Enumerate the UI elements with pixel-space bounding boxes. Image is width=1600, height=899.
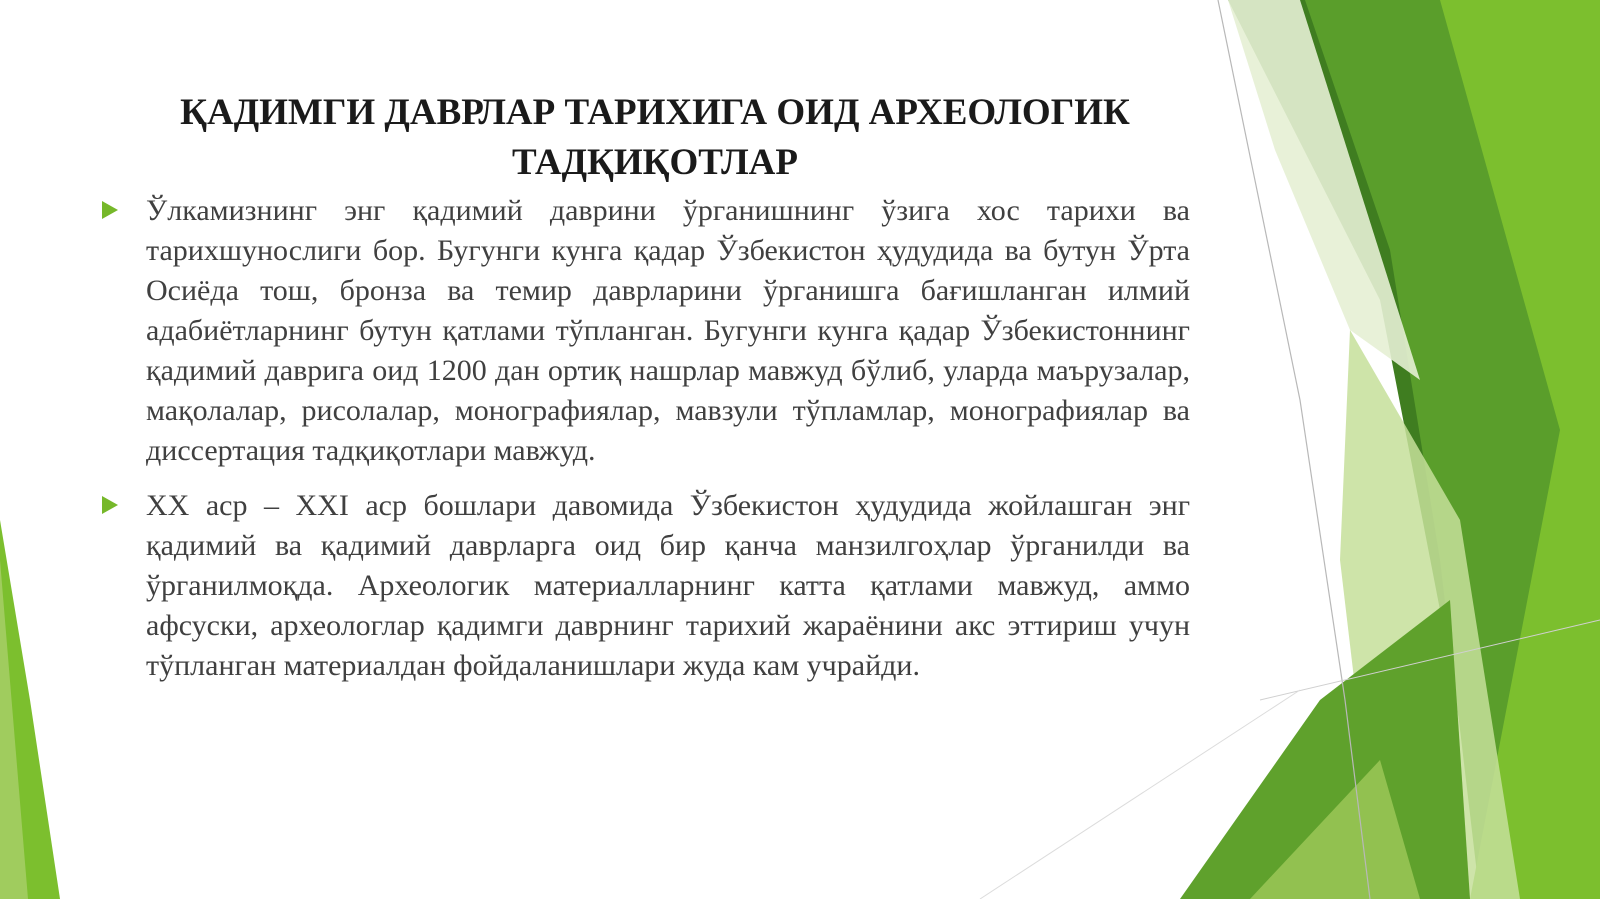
bullet-list (102, 191, 1190, 701)
slide-title: ҚАДИМГИ ДАВРЛАР ТАРИХИГА ОИД АРХЕОЛОГИК ТАДҚИҚОТЛАР (180, 92, 1130, 183)
triangle-right-icon (102, 496, 118, 514)
bullet-item (102, 191, 1190, 471)
bullet-text: XX аср – XXI аср бошлари давомида Ўзбекистон ҳудудида жойлашган энг қадимий ва қадимий даврларга оид бир қанча манзилгоҳлар ўрганилди ва ўрганилмоқда. Археологик материалларнинг катта қатлами мавжуд, аммо афсуски, археологлар қадимги даврнинг тарихий жараёнини акс эттириш учун тўпланган материалдан фойдаланишлари жуда кам учрайди. (146, 489, 1190, 682)
bullet-item (102, 486, 1190, 686)
bullet-text: Ўлкамизнинг энг қадимий даврини ўрганишнинг ўзига хос тарихи ва тарихшунослиги бор. Бугунги кунга қадар Ўзбекистон ҳудудида ва бутун Ўрта Осиёда тош, бронза ва темир даврларини ўрганишга бағишланган илмий адабиётларнинг бутун қатлами тўпланган. Бугунги кунга қадар Ўзбекистоннинг қадимий даврига оид 1200 дан ортиқ нашрлар мавжуд бўлиб, уларда маърузалар, мақолалар, рисолалар, монографиялар, мавзули тўпламлар, монографиялар ва диссертация тадқиқотлари мавжуд. (146, 194, 1190, 467)
triangle-right-icon (102, 201, 118, 219)
